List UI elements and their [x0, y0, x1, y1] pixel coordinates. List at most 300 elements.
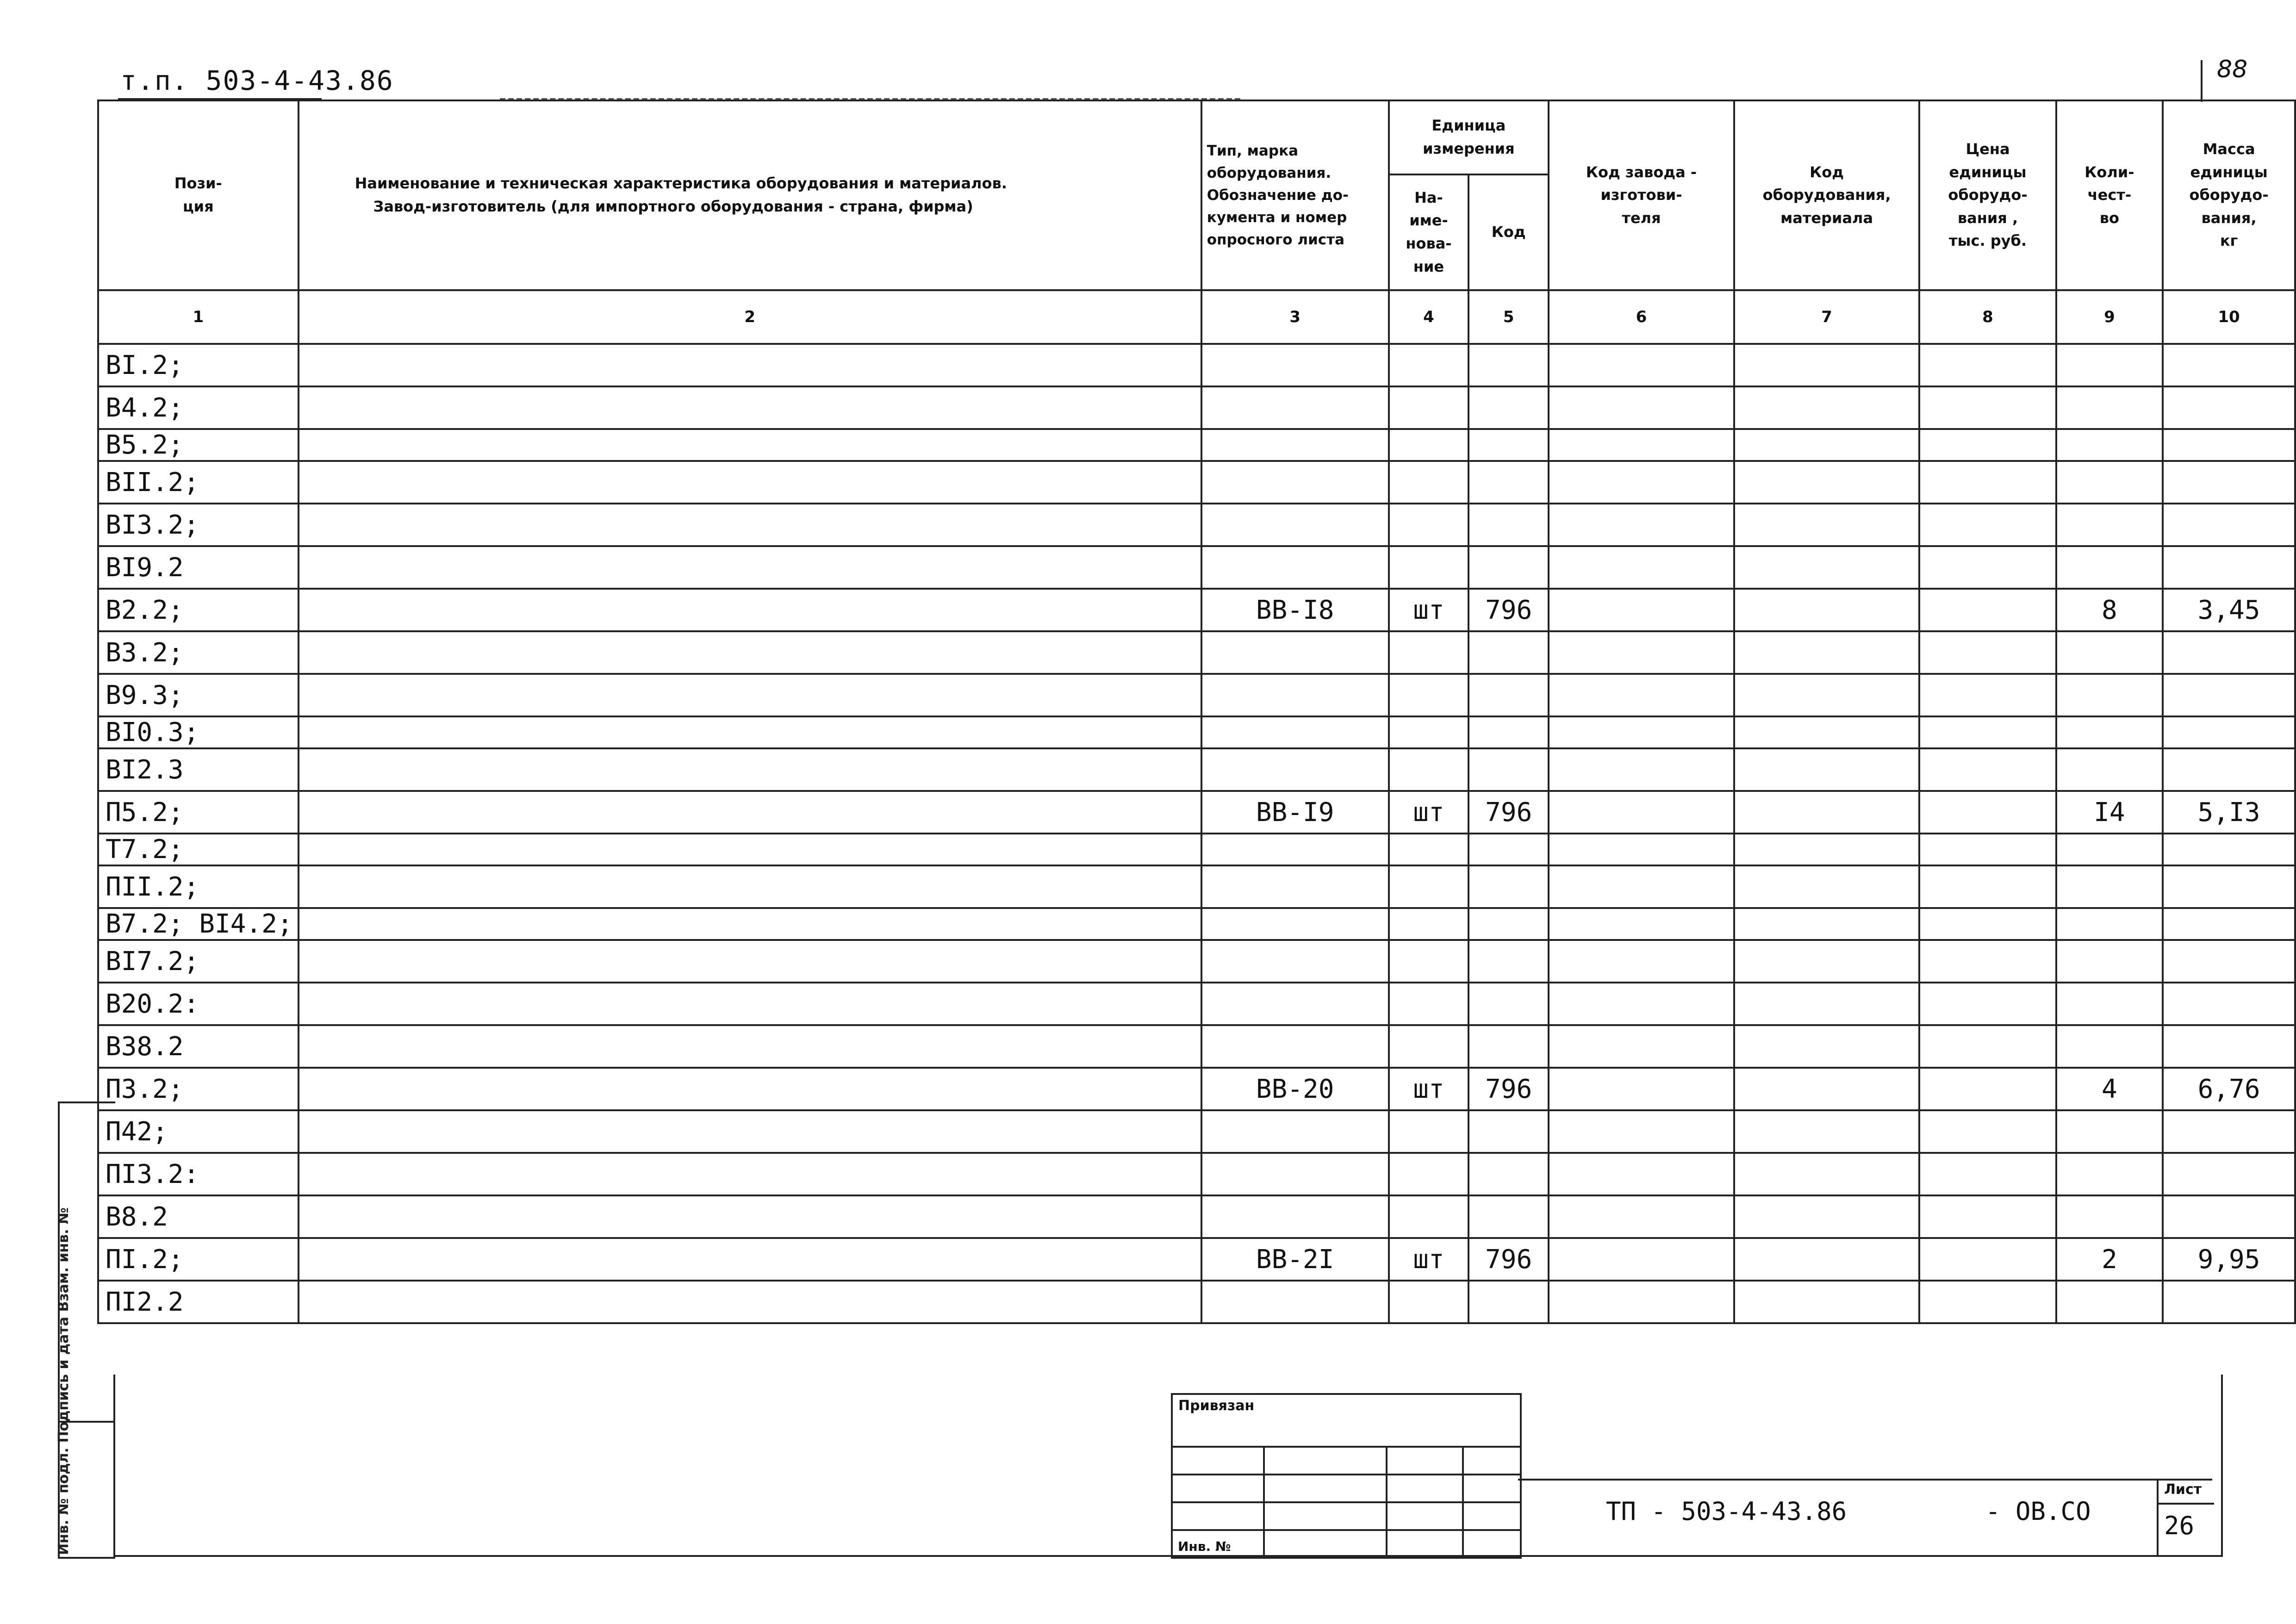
unit-name-cell	[1389, 674, 1469, 716]
column-numbers-row	[98, 290, 2295, 344]
table-row	[98, 546, 2295, 589]
factory-code-cell	[1549, 791, 1734, 834]
position-cell: ПII.2;	[98, 865, 299, 908]
binding-label: Привязан	[1178, 1398, 1255, 1414]
price-cell	[1919, 589, 2056, 631]
stamp-line	[1173, 1501, 1520, 1503]
equipment-code-cell	[1734, 834, 1919, 865]
unit-code-cell: 796	[1468, 589, 1549, 631]
position-cell: BII.2;	[98, 461, 299, 504]
quantity-cell: I4	[2056, 791, 2163, 834]
table-row	[98, 1110, 2295, 1153]
column-number: 9	[2056, 290, 2163, 344]
document-series-code: т.п. 503-4-43.86	[120, 65, 394, 96]
position-cell: BI3.2;	[98, 504, 299, 546]
position-cell: B9.3;	[98, 674, 299, 716]
mass-cell	[2163, 940, 2295, 983]
position-cell: BI.2;	[98, 344, 299, 386]
unit-code-cell	[1468, 908, 1549, 940]
mass-cell	[2163, 748, 2295, 791]
table-row	[98, 1068, 2295, 1110]
table-row	[98, 940, 2295, 983]
equipment-code-cell	[1734, 1238, 1919, 1281]
table-row	[98, 1025, 2295, 1068]
quantity-cell	[2056, 748, 2163, 791]
name-cell	[299, 631, 1201, 674]
position-cell: ПI.2;	[98, 1238, 299, 1281]
quantity-cell	[2056, 631, 2163, 674]
position-cell: B38.2	[98, 1025, 299, 1068]
type-cell	[1201, 386, 1389, 429]
unit-code-cell	[1468, 429, 1549, 461]
mass-cell: 5,I3	[2163, 791, 2295, 834]
name-cell	[299, 674, 1201, 716]
name-cell	[299, 344, 1201, 386]
name-cell	[299, 461, 1201, 504]
equipment-code-cell	[1734, 940, 1919, 983]
unit-code-cell	[1468, 983, 1549, 1025]
equipment-code-cell	[1734, 716, 1919, 748]
mass-cell	[2163, 504, 2295, 546]
column-number: 1	[98, 290, 299, 344]
type-cell	[1201, 748, 1389, 791]
quantity-cell: 2	[2056, 1238, 2163, 1281]
title-block	[1518, 1479, 2212, 1557]
price-cell	[1919, 429, 2056, 461]
price-cell	[1919, 865, 2056, 908]
mass-cell	[2163, 834, 2295, 865]
factory-code-cell	[1549, 386, 1734, 429]
quantity-cell	[2056, 1195, 2163, 1238]
mass-cell: 6,76	[2163, 1068, 2295, 1110]
name-cell	[299, 589, 1201, 631]
quantity-cell	[2056, 461, 2163, 504]
unit-code-cell	[1468, 1153, 1549, 1195]
column-number: 2	[299, 290, 1201, 344]
unit-name-cell	[1389, 1195, 1469, 1238]
page-number: 88	[2217, 56, 2248, 83]
equipment-code-cell	[1734, 865, 1919, 908]
unit-name-cell	[1389, 1153, 1469, 1195]
price-cell	[1919, 386, 2056, 429]
mass-cell: 3,45	[2163, 589, 2295, 631]
position-cell: П42;	[98, 1110, 299, 1153]
equipment-code-cell	[1734, 1195, 1919, 1238]
unit-code-cell	[1468, 461, 1549, 504]
unit-code-cell	[1468, 1025, 1549, 1068]
table-row	[98, 748, 2295, 791]
unit-name-cell	[1389, 631, 1469, 674]
unit-code-cell: 796	[1468, 1238, 1549, 1281]
factory-code-cell	[1549, 908, 1734, 940]
table-row	[98, 386, 2295, 429]
name-cell	[299, 983, 1201, 1025]
unit-name-cell	[1389, 940, 1469, 983]
type-cell	[1201, 716, 1389, 748]
price-cell	[1919, 631, 2056, 674]
name-cell	[299, 908, 1201, 940]
document-suffix: - ОВ.СО	[1985, 1497, 2091, 1526]
header-unit-group: Единица измерения	[1389, 100, 1549, 174]
unit-code-cell	[1468, 546, 1549, 589]
type-cell	[1201, 461, 1389, 504]
factory-code-cell	[1549, 1110, 1734, 1153]
type-cell	[1201, 1195, 1389, 1238]
unit-code-cell	[1468, 716, 1549, 748]
quantity-cell	[2056, 674, 2163, 716]
type-cell: BB-I9	[1201, 791, 1389, 834]
quantity-cell	[2056, 1110, 2163, 1153]
header-unit-mass: Масса единицы оборудо- вания, кг	[2163, 100, 2295, 290]
unit-code-cell	[1468, 1281, 1549, 1323]
unit-name-cell	[1389, 386, 1469, 429]
mass-cell	[2163, 429, 2295, 461]
table-row	[98, 1281, 2295, 1323]
price-cell	[1919, 1153, 2056, 1195]
name-cell	[299, 1238, 1201, 1281]
name-cell	[299, 546, 1201, 589]
unit-name-cell: шт	[1389, 589, 1469, 631]
price-cell	[1919, 983, 2056, 1025]
position-cell: ПI2.2	[98, 1281, 299, 1323]
mass-cell	[2163, 865, 2295, 908]
table-row	[98, 983, 2295, 1025]
price-cell	[1919, 716, 2056, 748]
factory-code-cell	[1549, 1025, 1734, 1068]
equipment-code-cell	[1734, 1153, 1919, 1195]
type-cell	[1201, 631, 1389, 674]
position-cell: BI2.3	[98, 748, 299, 791]
header-name-line1: Наименование и техническая характеристика оборудования и материалов.	[355, 174, 1007, 193]
factory-code-cell	[1549, 429, 1734, 461]
name-cell	[299, 1195, 1201, 1238]
factory-code-cell	[1549, 674, 1734, 716]
table-row	[98, 908, 2295, 940]
name-cell	[299, 429, 1201, 461]
mass-cell	[2163, 1153, 2295, 1195]
position-cell: Т7.2;	[98, 834, 299, 865]
type-cell	[1201, 344, 1389, 386]
unit-name-cell	[1389, 908, 1469, 940]
price-cell	[1919, 1238, 2056, 1281]
name-cell	[299, 834, 1201, 865]
equipment-code-cell	[1734, 429, 1919, 461]
position-cell: П5.2;	[98, 791, 299, 834]
quantity-cell	[2056, 504, 2163, 546]
position-cell: B2.2;	[98, 589, 299, 631]
factory-code-cell	[1549, 589, 1734, 631]
type-cell: BB-I8	[1201, 589, 1389, 631]
position-cell: B3.2;	[98, 631, 299, 674]
equipment-code-cell	[1734, 983, 1919, 1025]
header-name-line2: Завод-изготовитель (для импортного оборудования - страна, фирма)	[373, 198, 973, 215]
column-number: 3	[1201, 290, 1389, 344]
unit-name-cell	[1389, 344, 1469, 386]
column-number: 8	[1919, 290, 2056, 344]
equipment-code-cell	[1734, 631, 1919, 674]
specification-table	[97, 100, 2296, 1324]
type-cell: BB-2I	[1201, 1238, 1389, 1281]
price-cell	[1919, 1110, 2056, 1153]
equipment-code-cell	[1734, 908, 1919, 940]
header-name	[299, 100, 1201, 290]
mass-cell	[2163, 386, 2295, 429]
price-cell	[1919, 940, 2056, 983]
position-cell: B8.2	[98, 1195, 299, 1238]
unit-code-cell	[1468, 504, 1549, 546]
mass-cell	[2163, 983, 2295, 1025]
stamp-divider	[1462, 1446, 1464, 1557]
price-cell	[1919, 504, 2056, 546]
quantity-cell	[2056, 834, 2163, 865]
factory-code-cell	[1549, 834, 1734, 865]
mass-cell	[2163, 546, 2295, 589]
unit-code-cell	[1468, 386, 1549, 429]
sheet-box	[2157, 1479, 2214, 1555]
quantity-cell: 8	[2056, 589, 2163, 631]
quantity-cell	[2056, 429, 2163, 461]
sheet-number: 26	[2164, 1511, 2195, 1540]
mass-cell	[2163, 1281, 2295, 1323]
stamp-line	[1173, 1474, 1520, 1475]
table-row	[98, 1153, 2295, 1195]
position-cell: B7.2; BI4.2;	[98, 908, 299, 940]
name-cell	[299, 504, 1201, 546]
column-number: 6	[1549, 290, 1734, 344]
name-cell	[299, 1025, 1201, 1068]
factory-code-cell	[1549, 461, 1734, 504]
header-unit-name: На- име- нова- ние	[1389, 174, 1469, 290]
price-cell	[1919, 546, 2056, 589]
factory-code-cell	[1549, 1068, 1734, 1110]
quantity-cell	[2056, 983, 2163, 1025]
position-cell: BI7.2;	[98, 940, 299, 983]
factory-code-cell	[1549, 748, 1734, 791]
equipment-code-cell	[1734, 791, 1919, 834]
unit-name-cell: шт	[1389, 791, 1469, 834]
unit-code-cell	[1468, 674, 1549, 716]
header-unit-price: Цена единицы оборудо- вания , тыс. руб.	[1919, 100, 2056, 290]
price-cell	[1919, 1195, 2056, 1238]
stamp-divider	[1386, 1446, 1388, 1557]
quantity-cell	[2056, 865, 2163, 908]
unit-code-cell	[1468, 865, 1549, 908]
binding-stamp	[1171, 1393, 1522, 1559]
unit-name-cell	[1389, 504, 1469, 546]
header-unit-code: Код	[1468, 174, 1549, 290]
name-cell	[299, 1153, 1201, 1195]
price-cell	[1919, 908, 2056, 940]
column-number: 5	[1468, 290, 1549, 344]
quantity-cell: 4	[2056, 1068, 2163, 1110]
mass-cell	[2163, 344, 2295, 386]
factory-code-cell	[1549, 940, 1734, 983]
price-cell	[1919, 461, 2056, 504]
header-row-top	[98, 100, 2295, 174]
column-number: 10	[2163, 290, 2295, 344]
quantity-cell	[2056, 1153, 2163, 1195]
table-row	[98, 791, 2295, 834]
name-cell	[299, 1281, 1201, 1323]
position-cell: B5.2;	[98, 429, 299, 461]
equipment-code-cell	[1734, 1068, 1919, 1110]
type-cell	[1201, 546, 1389, 589]
column-number: 7	[1734, 290, 1919, 344]
unit-name-cell	[1389, 834, 1469, 865]
factory-code-cell	[1549, 504, 1734, 546]
price-cell	[1919, 748, 2056, 791]
table-row	[98, 429, 2295, 461]
equipment-code-cell	[1734, 1110, 1919, 1153]
table-row	[98, 589, 2295, 631]
price-cell	[1919, 1068, 2056, 1110]
position-cell: ПI3.2:	[98, 1153, 299, 1195]
mass-cell	[2163, 461, 2295, 504]
table-row	[98, 1238, 2295, 1281]
type-cell	[1201, 674, 1389, 716]
factory-code-cell	[1549, 983, 1734, 1025]
mass-cell	[2163, 674, 2295, 716]
quantity-cell	[2056, 716, 2163, 748]
price-cell	[1919, 344, 2056, 386]
name-cell	[299, 1110, 1201, 1153]
type-cell	[1201, 983, 1389, 1025]
unit-code-cell	[1468, 940, 1549, 983]
position-cell: П3.2;	[98, 1068, 299, 1110]
unit-name-cell: шт	[1389, 1068, 1469, 1110]
equipment-code-cell	[1734, 386, 1919, 429]
factory-code-cell	[1549, 865, 1734, 908]
approval-side-text: Инв. № подл. Подпись и дата Взам. инв. №	[56, 1207, 72, 1555]
mass-cell	[2163, 1110, 2295, 1153]
unit-name-cell	[1389, 865, 1469, 908]
mass-cell: 9,95	[2163, 1238, 2295, 1281]
mass-cell	[2163, 631, 2295, 674]
factory-code-cell	[1549, 344, 1734, 386]
table-row	[98, 461, 2295, 504]
table-row	[98, 344, 2295, 386]
quantity-cell	[2056, 908, 2163, 940]
equipment-code-cell	[1734, 748, 1919, 791]
stamp-line	[1173, 1529, 1520, 1531]
sheet-label: Лист	[2164, 1481, 2202, 1498]
type-cell	[1201, 1153, 1389, 1195]
name-cell	[299, 748, 1201, 791]
table-row	[98, 631, 2295, 674]
quantity-cell	[2056, 940, 2163, 983]
unit-name-cell	[1389, 1281, 1469, 1323]
header-position: Пози- ция	[98, 100, 299, 290]
quantity-cell	[2056, 546, 2163, 589]
header-factory-code: Код завода - изготови- теля	[1549, 100, 1734, 290]
unit-name-cell	[1389, 546, 1469, 589]
equipment-code-cell	[1734, 1025, 1919, 1068]
position-cell: B4.2;	[98, 386, 299, 429]
table-row	[98, 865, 2295, 908]
stamp-line	[1173, 1446, 1520, 1448]
type-cell	[1201, 940, 1389, 983]
price-cell	[1919, 1281, 2056, 1323]
equipment-code-cell	[1734, 1281, 1919, 1323]
column-number: 4	[1389, 290, 1469, 344]
factory-code-cell	[1549, 1195, 1734, 1238]
equipment-code-cell	[1734, 344, 1919, 386]
quantity-cell	[2056, 1025, 2163, 1068]
equipment-code-cell	[1734, 504, 1919, 546]
sheet-label-divider	[2159, 1503, 2214, 1505]
quantity-cell	[2056, 344, 2163, 386]
table-row	[98, 716, 2295, 748]
type-cell	[1201, 1281, 1389, 1323]
table-row	[98, 674, 2295, 716]
factory-code-cell	[1549, 716, 1734, 748]
position-cell: BI9.2	[98, 546, 299, 589]
unit-name-cell	[1389, 983, 1469, 1025]
price-cell	[1919, 834, 2056, 865]
factory-code-cell	[1549, 546, 1734, 589]
type-cell	[1201, 834, 1389, 865]
header-equipment-code: Код оборудования, материала	[1734, 100, 1919, 290]
name-cell	[299, 716, 1201, 748]
type-cell	[1201, 504, 1389, 546]
unit-code-cell	[1468, 1195, 1549, 1238]
equipment-code-cell	[1734, 589, 1919, 631]
unit-name-cell	[1389, 1025, 1469, 1068]
quantity-cell	[2056, 1281, 2163, 1323]
factory-code-cell	[1549, 1153, 1734, 1195]
equipment-code-cell	[1734, 546, 1919, 589]
page-number-divider	[2201, 60, 2203, 102]
table-row	[98, 834, 2295, 865]
header-quantity: Коли- чест- во	[2056, 100, 2163, 290]
mass-cell	[2163, 716, 2295, 748]
unit-code-cell	[1468, 631, 1549, 674]
type-cell	[1201, 429, 1389, 461]
name-cell	[299, 791, 1201, 834]
unit-name-cell	[1389, 461, 1469, 504]
price-cell	[1919, 1025, 2056, 1068]
type-cell	[1201, 1025, 1389, 1068]
price-cell	[1919, 791, 2056, 834]
header-type-doc: Тип, марка оборудования. Обозначение до- кумента и номер опросного листа	[1201, 100, 1389, 290]
type-cell: BB-20	[1201, 1068, 1389, 1110]
name-cell	[299, 940, 1201, 983]
type-cell	[1201, 865, 1389, 908]
position-cell: BI0.3;	[98, 716, 299, 748]
mass-cell	[2163, 1195, 2295, 1238]
document-code: ТП - 503-4-43.86	[1606, 1497, 1847, 1526]
table-row	[98, 504, 2295, 546]
factory-code-cell	[1549, 1238, 1734, 1281]
mass-cell	[2163, 1025, 2295, 1068]
equipment-code-cell	[1734, 461, 1919, 504]
stamp-divider	[1263, 1446, 1265, 1557]
unit-name-cell	[1389, 1110, 1469, 1153]
factory-code-cell	[1549, 1281, 1734, 1323]
unit-name-cell	[1389, 748, 1469, 791]
unit-code-cell: 796	[1468, 1068, 1549, 1110]
table-row	[98, 1195, 2295, 1238]
factory-code-cell	[1549, 631, 1734, 674]
quantity-cell	[2056, 386, 2163, 429]
unit-code-cell	[1468, 1110, 1549, 1153]
type-cell	[1201, 1110, 1389, 1153]
price-cell	[1919, 674, 2056, 716]
type-cell	[1201, 908, 1389, 940]
unit-name-cell: шт	[1389, 1238, 1469, 1281]
unit-code-cell	[1468, 748, 1549, 791]
name-cell	[299, 1068, 1201, 1110]
